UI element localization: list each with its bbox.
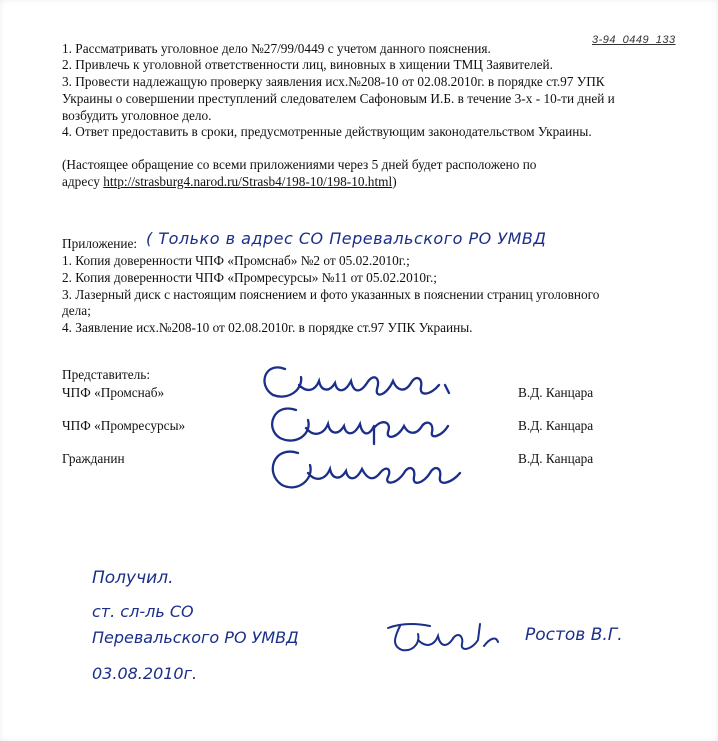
appendix-label: Приложение: <box>62 236 138 251</box>
demand-item-3-cont: Украины о совершении преступлений следователем Сафоновым И.Б. в течение 3-х - 10-ти дней и <box>62 91 615 106</box>
demand-item-3: 3. Провести надлежащую проверку заявления исх.№208-10 от 02.08.2010г. в порядке ст.97 УПК <box>62 74 605 89</box>
address-suffix: ) <box>392 174 397 189</box>
signer-name-citizen: В.Д. Канцара <box>518 451 594 466</box>
signer-name-promsnab: В.Д. Канцара <box>518 385 594 400</box>
signer-role-promresursy: ЧПФ «Промресурсы» <box>62 418 186 433</box>
demand-item-3-end: возбудить уголовное дело. <box>62 108 212 123</box>
receipt-received: Получил. <box>92 568 174 588</box>
demand-item-2: 2. Привлечь к уголовной ответственности лиц, виновных в хищении ТМЦ Заявителей. <box>62 57 553 72</box>
signer-name-promresursy: В.Д. Канцара <box>518 418 594 433</box>
strasburg-link[interactable]: http://strasburg4.narod.ru/Strasb4/198-10/198-10.html <box>103 174 393 189</box>
receipt-department: Перевальского РО УМВД <box>92 628 299 647</box>
appendix-entry-3-cont: дела; <box>62 303 91 318</box>
appendix-entry-1: 1. Копия доверенности ЧПФ «Промснаб» №2 от 05.02.2010г.; <box>62 253 410 268</box>
appendix-handwritten-note: ( Только в адрес СО Перевальского РО УМВД <box>146 229 547 248</box>
demand-item-1: 1. Рассматривать уголовное дело №27/99/0449 с учетом данного пояснения. <box>62 41 491 56</box>
appendix-entry-4: 4. Заявление исх.№208-10 от 02.08.2010г. в порядке ст.97 УПК Украины. <box>62 320 473 335</box>
receipt-signature <box>380 616 510 656</box>
signer-role-citizen: Гражданин <box>62 451 125 466</box>
address-prefix: адресу <box>62 174 104 189</box>
receipt-investigator-title: ст. сл-ль СО <box>92 602 194 621</box>
appendix-entry-3: 3. Лазерный диск с настоящим пояснением и фото указанных в пояснении страниц уголовного <box>62 287 600 302</box>
appendix-entry-2: 2. Копия доверенности ЧПФ «Промресурсы» №11 от 05.02.2010г.; <box>62 270 437 285</box>
demand-item-4: 4. Ответ предоставить в сроки, предусмотренные действующим законодательством Украины. <box>62 124 592 139</box>
receipt-date: 03.08.2010г. <box>92 664 198 683</box>
publication-address <box>62 174 397 190</box>
header-document-number: 3-94_0449_133 <box>592 34 676 46</box>
signature-promresursy <box>262 398 462 448</box>
signer-role-promsnab: ЧПФ «Промснаб» <box>62 385 165 400</box>
receipt-investigator-name: Ростов В.Г. <box>525 625 623 645</box>
signature-citizen <box>262 443 472 495</box>
publication-notice: (Настоящее обращение со всеми приложениями через 5 дней будет расположено по <box>62 157 537 172</box>
representative-heading: Представитель: <box>62 367 151 382</box>
